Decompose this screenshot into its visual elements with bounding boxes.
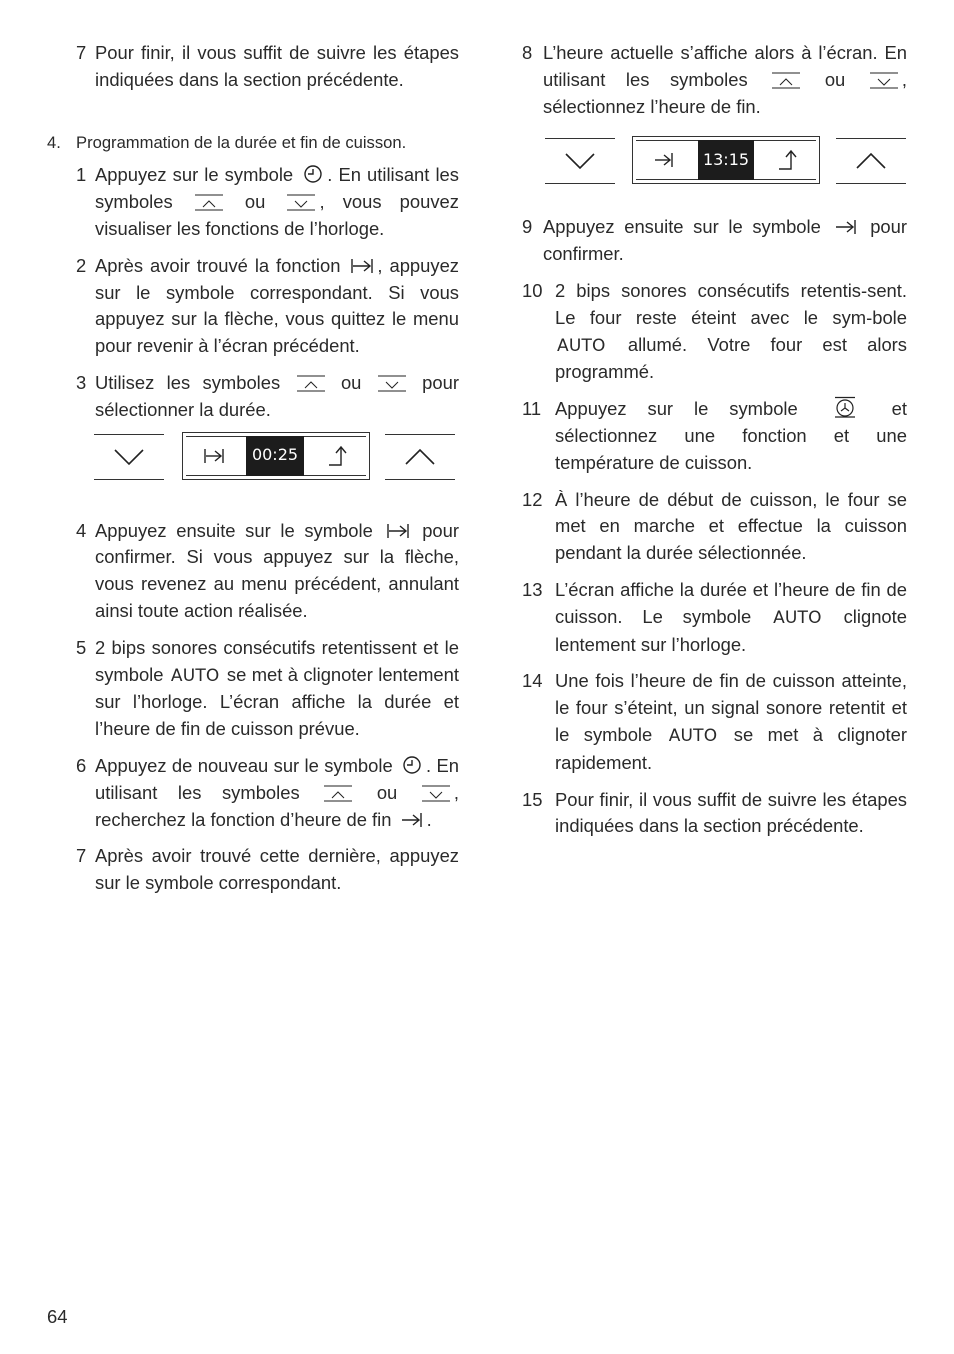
step-6 xyxy=(44,753,459,833)
lcd-display: 00:25 xyxy=(246,436,304,476)
auto-symbol: AUTO xyxy=(170,665,220,686)
step-number: 7 xyxy=(76,42,87,63)
step-text: se met à clignoter rapidement. xyxy=(555,723,907,773)
control-panel-end-time xyxy=(522,138,907,188)
down-button[interactable] xyxy=(545,138,615,184)
step-7 xyxy=(44,843,459,897)
down-chevron-icon xyxy=(113,448,145,466)
step-number: 4 xyxy=(76,519,87,541)
up-button[interactable] xyxy=(836,138,906,184)
up-chevron-icon xyxy=(855,152,887,170)
up-chevron-icon xyxy=(296,374,326,392)
step-15 xyxy=(522,787,907,841)
page-number: 64 xyxy=(47,1306,68,1327)
left-column xyxy=(44,40,459,907)
step-text: pour confirmer. Si vous appuyez sur la flèche, vous revenez au menu précédent, annulant ainsi toute action réalisée. xyxy=(95,519,459,621)
control-panel-duration xyxy=(44,434,459,484)
step-number: 6 xyxy=(76,754,87,776)
up-button[interactable] xyxy=(385,434,455,480)
step-text: clignote lentement sur l’horloge. xyxy=(555,605,907,655)
step-text: , appuyez sur le symbole correspondant. Si vous appuyez sur la flèche, vous quittez le menu pour revenir à l’écran précédent. xyxy=(95,254,459,357)
end-time-icon xyxy=(400,811,424,829)
step-text: ou xyxy=(340,371,362,393)
step-14 xyxy=(522,668,907,776)
auto-symbol: AUTO xyxy=(668,725,718,746)
end-time-icon xyxy=(834,218,858,236)
up-chevron-icon xyxy=(771,71,801,89)
step-text: L’écran affiche la durée et l’heure de fin de cuisson. Le symbole xyxy=(555,578,907,627)
duration-button[interactable] xyxy=(186,437,242,475)
step-number: 13 xyxy=(522,578,543,600)
step-number: 15 xyxy=(522,788,543,810)
step-number: 10 xyxy=(522,279,543,301)
step-number: 2 xyxy=(76,254,87,276)
step-5 xyxy=(44,635,459,743)
up-chevron-icon xyxy=(194,193,224,211)
step-text: allumé. Votre four est alors programmé. xyxy=(555,333,907,383)
step-text: Appuyez sur le symbole xyxy=(95,164,294,186)
step-text: pour sélectionner la durée. xyxy=(95,371,459,420)
section-number: 4. xyxy=(47,132,61,152)
lcd-display: 13:15 xyxy=(698,140,754,180)
step-text: Pour finir, il vous suffit de suivre les étapes indiquées dans la section précédente. xyxy=(95,42,459,90)
step-1 xyxy=(44,162,459,242)
step-text: et sélectionnez une fonction et une température de cuisson. xyxy=(555,398,907,473)
step-text: Utilisez les symboles xyxy=(95,371,281,393)
step-text: pour confirmer. xyxy=(543,216,907,265)
step-2 xyxy=(44,253,459,360)
clock-icon xyxy=(302,164,324,184)
step-number: 7 xyxy=(76,845,87,867)
down-chevron-icon xyxy=(564,152,596,170)
end-time-button[interactable] xyxy=(636,141,692,179)
right-column xyxy=(522,40,907,850)
down-chevron-icon xyxy=(869,71,899,89)
step-text: Pour finir, il vous suffit de suivre les étapes indiquées dans la section précédente. xyxy=(555,788,907,837)
step-text: ou xyxy=(376,781,398,803)
step-12 xyxy=(522,487,907,567)
step-number: 14 xyxy=(522,670,543,692)
step-text: . xyxy=(426,808,432,830)
down-button[interactable] xyxy=(94,434,164,480)
down-chevron-icon xyxy=(377,374,407,392)
step-3 xyxy=(44,370,459,424)
step-number: 8 xyxy=(522,42,533,63)
step-text: Après avoir trouvé cette dernière, appuyez sur le symbole correspondant. xyxy=(95,845,459,894)
step-number: 11 xyxy=(522,398,542,420)
back-button[interactable] xyxy=(312,437,366,475)
step-number: 12 xyxy=(522,488,543,510)
step-number: 3 xyxy=(76,371,87,393)
step-text: Une fois l’heure de fin de cuisson atteinte, le four s’éteint, un signal sonore retentit et le symbole xyxy=(555,670,907,745)
display-panel xyxy=(182,432,370,480)
back-arrow-icon xyxy=(777,149,801,171)
step-number: 5 xyxy=(76,636,87,658)
duration-icon xyxy=(386,522,410,540)
step-text: 2 bips sonores consécutifs retentis-sent. Le four reste éteint avec le sym-bole xyxy=(555,279,907,328)
up-chevron-icon xyxy=(404,448,436,466)
step-11 xyxy=(522,396,907,476)
clock-icon xyxy=(401,755,423,775)
end-time-icon xyxy=(653,151,675,169)
auto-symbol: AUTO xyxy=(773,607,822,628)
back-arrow-icon xyxy=(327,445,351,467)
step-9 xyxy=(522,214,907,268)
step-8 xyxy=(522,40,907,120)
step-10 xyxy=(522,278,907,386)
auto-symbol: AUTO xyxy=(557,335,606,356)
step-text: . En utilisant les symboles xyxy=(95,164,459,213)
step-text: Appuyez sur le symbole xyxy=(555,398,798,420)
step-text: Appuyez ensuite sur le symbole xyxy=(95,519,373,541)
back-button[interactable] xyxy=(762,141,816,179)
step-number: 1 xyxy=(76,164,87,186)
step-text: , vous pouvez visualiser les fonctions de l’horloge. xyxy=(95,191,459,239)
step-4 xyxy=(44,518,459,625)
step-7-intro xyxy=(44,40,459,94)
step-text: ou xyxy=(824,68,846,90)
step-text: Après avoir trouvé la fonction xyxy=(95,254,341,276)
step-text: , recherchez la fonction d’heure de fin xyxy=(95,781,459,830)
duration-icon xyxy=(203,447,225,465)
duration-icon xyxy=(350,257,374,275)
down-chevron-icon xyxy=(421,784,451,802)
step-text: , sélectionnez l’heure de fin. xyxy=(543,68,907,117)
step-text: ou xyxy=(244,191,266,213)
section-heading xyxy=(44,130,459,157)
step-number: 9 xyxy=(522,216,533,238)
section-title: Programmation de la durée et fin de cuisson. xyxy=(76,132,407,152)
display-panel xyxy=(632,136,820,184)
step-text: À l’heure de début de cuisson, le four se met en marche et effectue la cuisson pendant la durée sélectionnée. xyxy=(555,488,907,564)
step-text: Appuyez ensuite sur le symbole xyxy=(543,216,821,238)
oven-function-icon xyxy=(833,396,857,418)
up-chevron-icon xyxy=(323,784,353,802)
step-text: . En utilisant les symboles xyxy=(95,754,459,803)
step-text: 2 bips sonores consécutifs retentissent et le symbole xyxy=(95,636,459,685)
step-text: L’heure actuelle s’affiche alors à l’écran. En utilisant les symboles xyxy=(543,42,907,90)
step-13 xyxy=(522,577,907,658)
step-text: Appuyez de nouveau sur le symbole xyxy=(95,754,393,776)
step-text: se met à clignoter lentement sur l’horloge. L’écran affiche la durée et l’heure de fin de cuisson prévue. xyxy=(95,663,459,740)
down-chevron-icon xyxy=(286,193,316,211)
